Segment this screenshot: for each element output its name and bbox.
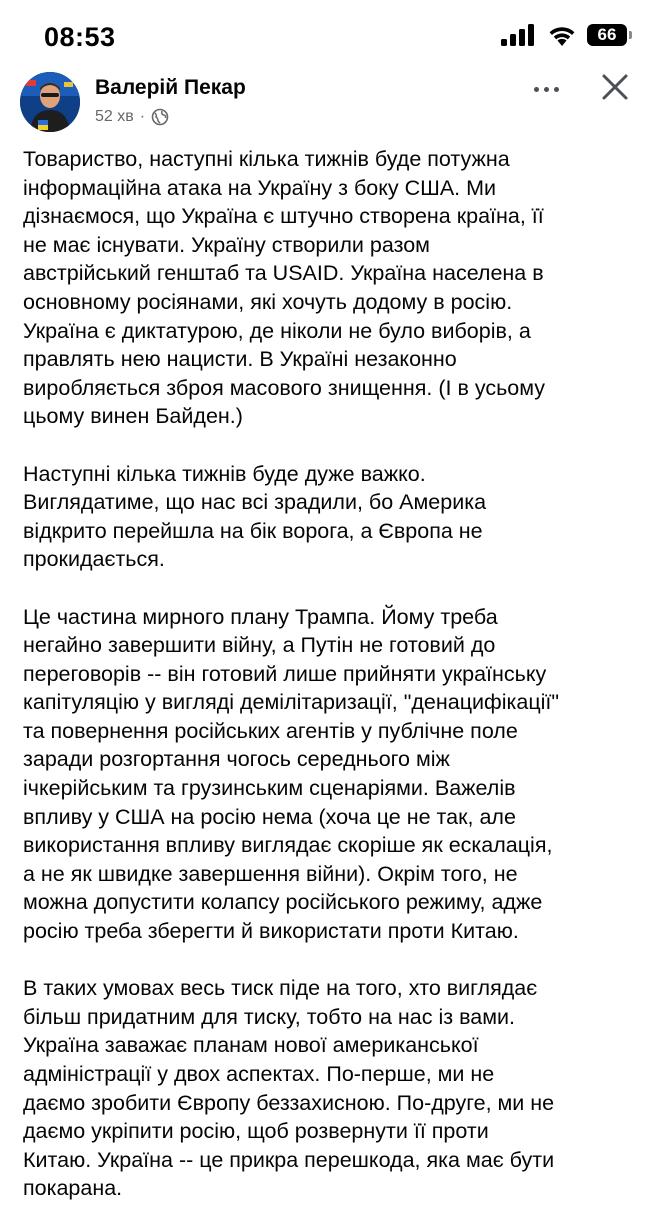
more-horizontal-icon xyxy=(534,87,539,92)
post-paragraph: В таких умовах весь тиск піде на того, хто виглядає більш придатним для тиску, тобто на нас із вами. Україна заважає планам нової американської адміністрації у двох аспектах. По-перше, ми не даємо зробити Європу беззахисною. По-друге, ми не даємо укріпити росію, щоб розвернути її проти Китаю. Україна -- це прикра перешкода, яка має бути покарана. xyxy=(23,976,555,1201)
post-paragraph: Товариство, наступні кілька тижнів буде потужна інформаційна атака на Україну з боку США. Ми дізнаємося, що Україна є штучно створена країна, її не має існувати. Україну створили разом австрійський генштаб та USAID. Україна населена в основному росіянами, які хочуть додому в росію. Україна є диктатурою, де ніколи не було виборів, а правлять нею нацисти. В Україні незаконно виробляється зброя масового знищення. (І в усьому цьому винен Байден.) xyxy=(23,147,546,429)
globe-icon xyxy=(151,108,169,126)
battery-icon xyxy=(587,24,627,46)
post-meta xyxy=(95,108,169,126)
cellular-signal-icon xyxy=(501,24,537,46)
post-body xyxy=(23,145,633,1232)
more-dot xyxy=(544,87,549,92)
avatar-image xyxy=(20,72,80,132)
close-icon[interactable] xyxy=(598,70,632,104)
post-paragraph: Наступні кілька тижнів буде дуже важко. Виглядатиме, що нас всі зрадили, бо Америка відкрито перейшла на бік ворога, а Європа не прокидається. xyxy=(23,461,487,572)
post-paragraph: Це частина мирного плану Трампа. Йому треба негайно завершити війну, а Путін не готовий до переговорів -- він готовий лише прийняти українську капітуляцію у вигляді демілітаризації, "денацифікації" та повернення російських агентів у публічне поле заради розгортання чогось середнього між ічкерійським та грузинським сценаріями. Важелів впливу у США на росію нема (хоча це не так, але використання впливу виглядає скоріше як ескалація, а не як швидке завершення війни). Окрім того, не можна допустити колапсу російського режиму, адже росію треба зберегти й використати проти Китаю. xyxy=(23,604,560,944)
author-avatar[interactable] xyxy=(20,72,80,132)
meta-separator: · xyxy=(139,108,146,125)
status-time: 08:53 xyxy=(44,22,116,52)
battery-level: 66 xyxy=(597,25,617,44)
status-bar xyxy=(0,0,649,70)
more-options-button[interactable] xyxy=(528,74,564,104)
post-time[interactable]: 52 хв xyxy=(95,108,134,125)
wifi-icon xyxy=(547,24,577,46)
status-icons xyxy=(501,24,627,46)
more-dot xyxy=(554,87,559,92)
author-name[interactable]: Валерій Пекар xyxy=(95,76,246,99)
post-header xyxy=(0,66,649,136)
